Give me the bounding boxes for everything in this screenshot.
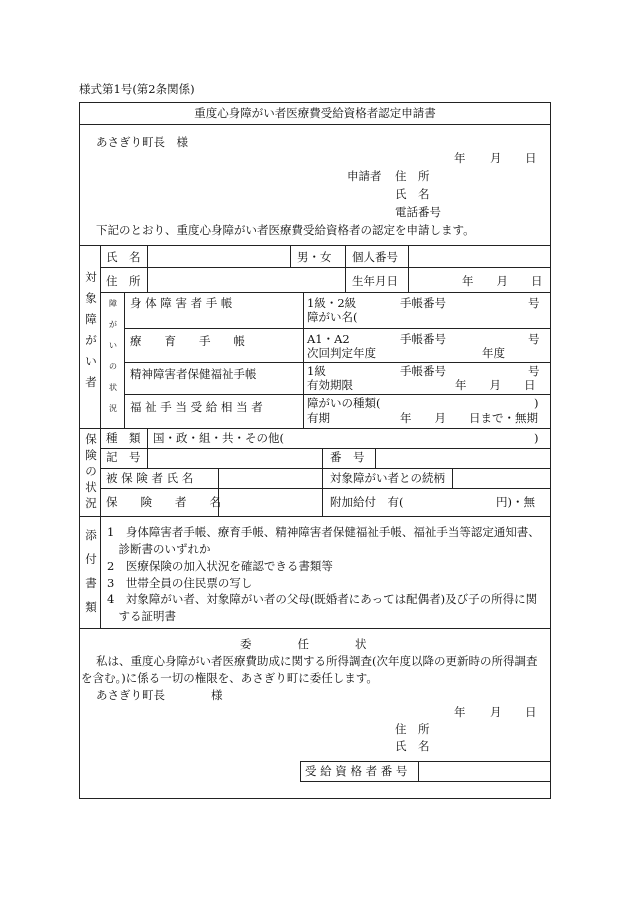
physical-disability-name: 障がい名( — [307, 310, 358, 324]
subject-side-label: 対 象 障 が い 者 — [85, 270, 97, 389]
subject-address-label: 住 所 — [106, 274, 141, 288]
personal-number-label: 個人番号 — [352, 250, 398, 264]
mental-grade[interactable]: 1級 — [307, 364, 326, 378]
birth-date-value: 年 月 日 — [462, 274, 543, 288]
mental-handbook-label: 精神障害者保健福祉手帳 — [130, 367, 257, 381]
ryoiku-handbook-label: 療 育 手 帳 — [130, 334, 245, 348]
attachment-item: 4 対象障がい者、対象障がい者の父母(既婚者にあっては配偶者)及び子の所得に関 — [107, 592, 538, 606]
insurance-type-label: 種 類 — [106, 431, 141, 445]
relation-label: 対象障がい者との続柄 — [330, 471, 445, 485]
mental-no-suffix: 号 — [528, 364, 540, 378]
mental-expiry-date: 年 月 日 — [455, 378, 536, 392]
date-day: 日 — [525, 151, 537, 165]
insurance-symbol-label: 記 号 — [106, 450, 141, 464]
physical-grade[interactable]: 1級・2級 — [307, 296, 357, 310]
delegation-text-2: を含む。)に係る一切の権限を、あさぎり町に委任します。 — [81, 671, 378, 685]
attachment-item: 診断書のいずれか — [107, 542, 211, 556]
attachment-item: 1 身体障害者手帳、療育手帳、精神障害者保健福祉手帳、福祉手当等認定通知書、 — [107, 525, 540, 539]
ryoiku-next-judgement: 次回判定年度 — [307, 346, 376, 360]
delegation-address-label: 住 所 — [395, 722, 430, 736]
insurance-number-label: 番 号 — [330, 450, 365, 464]
form-title: 重度心身障がい者医療費受給資格者認定申請書 — [194, 106, 436, 120]
insured-name-label: 被 保 険 者 氏 名 — [106, 471, 194, 485]
ryoiku-book-no: 手帳番号 — [400, 332, 446, 346]
applicant-phone-label: 電話番号 — [395, 205, 441, 219]
attachment-item: 3 世帯全員の住民票の写し — [107, 576, 253, 590]
welfare-until[interactable]: 年 月 日まで・無期 — [400, 411, 538, 425]
subject-name-label: 氏 名 — [106, 250, 141, 264]
date-year: 年 — [454, 151, 466, 165]
gender-option[interactable]: 男・女 — [297, 250, 332, 264]
physical-no-suffix: 号 — [528, 296, 540, 310]
disability-side-label: 障 が い の 状 況 — [109, 299, 117, 413]
certificate-number-label: 受 給 資 格 者 番 号 — [305, 764, 408, 778]
delegation-date-month: 月 — [490, 705, 502, 719]
applicant-name-label: 氏 名 — [395, 187, 430, 201]
welfare-type-close: ) — [534, 396, 539, 410]
mental-valid-period: 有効期限 — [307, 378, 353, 392]
addressee: あさぎり町長 様 — [96, 135, 188, 149]
physical-book-no: 手帳番号 — [400, 296, 446, 310]
intro-text: 下記のとおり、重度心身障がい者医療費受給資格者の認定を申請します。 — [96, 223, 475, 237]
ryoiku-year-suffix: 年度 — [482, 346, 505, 360]
delegation-addressee: あさぎり町長 様 — [96, 688, 223, 702]
attachment-item: する証明書 — [107, 609, 176, 623]
delegation-date-year: 年 — [454, 705, 466, 719]
welfare-allowance-label: 福 祉 手 当 受 給 相 当 者 — [130, 400, 263, 414]
physical-handbook-label: 身 体 障 害 者 手 帳 — [130, 296, 233, 310]
delegation-name-label: 氏 名 — [395, 739, 430, 753]
birth-date-label: 生年月日 — [352, 274, 398, 288]
insurer-name-label: 保 険 者 名 — [106, 495, 221, 509]
insurance-side-label: 保 険 の 状 況 — [85, 432, 97, 510]
delegation-date-day: 日 — [525, 705, 537, 719]
applicant-label: 申請者 — [347, 169, 382, 183]
mental-book-no: 手帳番号 — [400, 364, 446, 378]
ryoiku-grade[interactable]: A1・A2 — [307, 332, 350, 346]
welfare-disability-type: 障がいの種類( — [307, 396, 381, 410]
welfare-period-label: 有期 — [307, 411, 330, 425]
delegation-heading: 委 任 状 — [240, 637, 367, 651]
form-label: 様式第1号(第2条関係) — [79, 82, 195, 96]
delegation-text: 私は、重度心身障がい者医療費助成に関する所得調査(次年度以降の更新時の所得調査 — [96, 654, 538, 668]
insurance-type-options[interactable]: 国・政・組・共・その他( — [153, 431, 284, 445]
attachment-item: 2 医療保険の加入状況を確認できる書類等 — [107, 559, 333, 573]
ryoiku-no-suffix: 号 — [528, 332, 540, 346]
attachments-side-label: 添 付 書 類 — [85, 528, 97, 614]
additional-benefit-end[interactable]: 円)・無 — [496, 495, 535, 509]
additional-benefit[interactable]: 附加給付 有( — [330, 495, 404, 509]
applicant-address-label: 住 所 — [395, 169, 430, 183]
insurance-type-close: ) — [534, 431, 539, 445]
date-month: 月 — [490, 151, 502, 165]
